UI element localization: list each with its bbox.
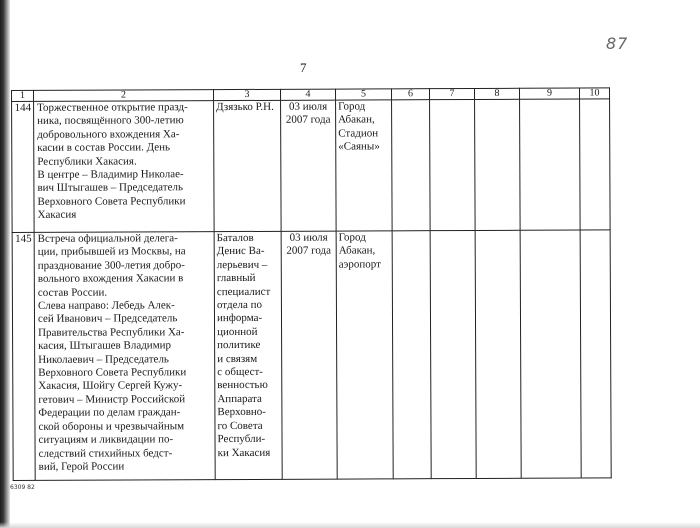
document-table-wrapper (11, 87, 612, 481)
column-header: 9 (519, 88, 579, 99)
description-text: Встреча официальной делега- ции, прибывшей из Москвы, на празднование 300-летия добро- вольного вхождения Хакасии в состав России. Слева направо: Лебедь Алек- сей Иванович – Председатель Правительства Республики Ха- касия, Штыгашев Владимир Николаевич – Председатель Верховного Совета Республики Хакасия, Шойгу Сергей Кужу- гетович – Министр Российской Федерации по делам граждан- ской обороны и чрезвычайным ситуациям и ликвидации по- следствий стихийных бедст- вий, Герой России (37, 232, 187, 473)
archive-code-label: 6309 82 (10, 484, 35, 491)
photo-description (34, 232, 215, 481)
empty-cell (520, 99, 581, 230)
photographer-cell (214, 100, 282, 231)
column-header: 6 (391, 89, 429, 100)
empty-cell (392, 100, 431, 231)
handwritten-page-annotation: 87 (606, 34, 629, 53)
column-header: 7 (429, 88, 474, 99)
page-number: 7 (300, 60, 307, 75)
column-header: 4 (280, 89, 335, 100)
scan-bottom-shade (0, 522, 700, 528)
photographer-name: Дзязько Р.Н. (216, 100, 274, 114)
column-header: 2 (34, 90, 214, 102)
photo-location: Город Абакан, Стадион «Саяны» (336, 100, 393, 231)
empty-cell (430, 99, 476, 230)
photographer-cell (214, 231, 282, 479)
scan-shadow-edge (0, 0, 10, 528)
column-header: 1 (12, 90, 34, 101)
table-row (12, 99, 611, 233)
photo-description (34, 101, 215, 233)
empty-cell (580, 230, 611, 478)
column-header: 10 (579, 88, 609, 99)
row-number: 145 (12, 232, 35, 480)
table-row (12, 230, 611, 481)
photo-date: 03 июля 2007 года (281, 231, 337, 479)
photo-location: Город Абакан, аэропорт (336, 231, 393, 479)
description-text: Торжественное открытие празд- ника, посвящённого 300-летию добровольного вхождения Ха- касии в состав России. День Республики Хакасия. В центре – Владимир Николае- вич Штыгашев – Председатель Верховного Совета Республики Хакасия (37, 101, 188, 222)
column-header: 3 (214, 89, 281, 100)
empty-cell (580, 99, 611, 230)
photo-date: 03 июля 2007 года (281, 100, 337, 231)
column-header: 8 (474, 88, 519, 99)
empty-cell (520, 230, 581, 478)
empty-cell (475, 99, 521, 230)
empty-cell (392, 231, 431, 479)
column-header: 5 (335, 89, 391, 100)
empty-cell (430, 230, 476, 478)
row-number: 144 (12, 101, 35, 232)
empty-cell (475, 230, 521, 478)
photographer-name: Баталов Денис Ва- лерьевич – главный специалист отдела по информа- ционной политике и связям с общест- венностью Аппарата Верховно- го Совета Республи- ки Хакасия (216, 231, 271, 459)
photo-catalog-table (11, 87, 612, 481)
